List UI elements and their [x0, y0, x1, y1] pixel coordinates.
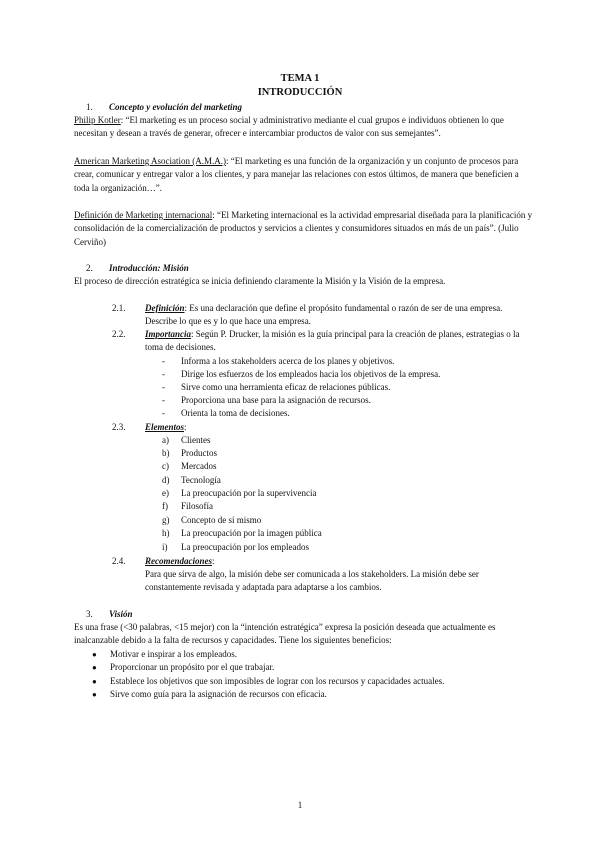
intl-label: Definición de Marketing internacional: [74, 210, 213, 220]
subsection-2-3: [145, 421, 525, 434]
recomendaciones-colon: :: [212, 556, 215, 566]
elemento-item: La preocupación por la imagen pública: [181, 528, 322, 538]
subsection-2-2: [145, 328, 525, 355]
kotler-definition: [74, 114, 534, 141]
bullet-marker: ●: [92, 690, 97, 699]
ama-label: American Marketing Asociation (A.M.A.): [74, 156, 226, 166]
elemento-item: Clientes: [181, 435, 211, 445]
subsection-2-4-number: 2.4.: [112, 556, 126, 566]
list-letter: b): [162, 448, 170, 458]
recomendaciones-label: Recomendaciones: [145, 556, 212, 566]
section-1-number: 1.: [86, 102, 93, 112]
intl-text: : “El Marketing internacional es la actividad empresarial diseñada para la planificación y consolidación de la comercialización de productos y servicios a clientes y consumidores situados en más de un país”. (Julio Cerviño): [74, 210, 533, 247]
kotler-text: : “El marketing es un proceso social y administrativo mediante el cual grupos e individuos obtienen lo que necesitan y desean a través de generar, ofrecer e intercambiar productos de valor con sus semejantes”.: [74, 115, 504, 139]
subsection-2-4: [145, 555, 525, 568]
page-title: TEMA 1: [280, 73, 320, 84]
elemento-item: Tecnología: [181, 475, 221, 485]
list-letter: f): [162, 501, 168, 511]
list-letter: a): [162, 435, 169, 445]
page-number: 1: [297, 800, 303, 810]
importancia-item: Orienta la toma de decisiones.: [181, 408, 290, 418]
dash-marker: -: [162, 395, 165, 405]
importancia-item: Sirve como una herramienta eficaz de relaciones públicas.: [181, 382, 391, 392]
vision-benefit: Sirve como guía para la asignación de recursos con eficacia.: [110, 689, 327, 699]
dash-marker: -: [162, 408, 165, 418]
elemento-item: Productos: [181, 448, 217, 458]
list-letter: e): [162, 488, 169, 498]
vision-benefit: Motivar e inspirar a los empleados.: [110, 649, 237, 659]
elemento-item: Filosofía: [181, 501, 214, 511]
importancia-text: : Según P. Drucker, la misión es la guía principal para la creación de planes, estrategias o la toma de decisiones.: [145, 329, 520, 353]
elemento-item: Mercados: [181, 461, 217, 471]
section-3-number: 3.: [86, 609, 93, 619]
definicion-text: : Es una declaración que define el propósito fundamental o razón de ser de una empresa. Describe lo que es y lo que hace una empresa.: [145, 303, 503, 327]
subsection-2-1: [145, 302, 525, 329]
section-2-heading: Introducción: Misión: [109, 263, 189, 273]
section-3-intro: Es una frase (<30 palabras, <15 mejor) con la “intención estratégica” expresa la posición deseada que actualmente es inalcanzable debido a la falta de recursos y capacidades. Tiene los siguientes beneficios:: [74, 622, 496, 646]
bullet-marker: ●: [92, 663, 97, 672]
bullet-marker: ●: [92, 650, 97, 659]
elementos-label: Elementos: [145, 422, 185, 432]
kotler-label: Philip Kotler: [74, 115, 121, 125]
section-2-number: 2.: [86, 263, 93, 273]
list-letter: g): [162, 515, 170, 525]
ama-definition: [74, 155, 534, 195]
intl-definition: [74, 209, 534, 249]
section-3-heading: Visión: [109, 609, 133, 619]
importancia-item: Proporciona una base para la asignación de recursos.: [181, 395, 371, 405]
importancia-item: Informa a los stakeholders acerca de los planes y objetivos.: [181, 356, 395, 366]
list-letter: i): [162, 542, 168, 552]
dash-marker: -: [162, 369, 165, 379]
importancia-item: Dirige los esfuerzos de los empleados hacia los objetivos de la empresa.: [181, 369, 441, 379]
list-letter: d): [162, 475, 170, 485]
section-1-heading: Concepto y evolución del marketing: [109, 102, 242, 112]
page-subtitle: INTRODUCCIÓN: [257, 87, 343, 98]
ama-text: : “El marketing es una función de la organización y un conjunto de procesos para crear, comunicar y entregar valor a los clientes, y para manejar las relaciones con estos últimos, de manera que beneficien a toda la organización…”.: [74, 156, 519, 193]
section-2-intro: El proceso de dirección estratégica se inicia definiendo claramente la Misión y la Visión de la empresa.: [74, 276, 446, 286]
recomendaciones-text: Para que sirva de algo, la misión debe ser comunicada a los stakeholders. La misión debe ser constantemente revisada y adaptada para adaptarse a los cambios.: [145, 569, 479, 593]
subsection-2-1-number: 2.1.: [112, 303, 126, 313]
elementos-colon: :: [184, 422, 187, 432]
elemento-item: La preocupación por la supervivencia: [181, 488, 317, 498]
subsection-2-3-number: 2.3.: [112, 422, 126, 432]
definicion-label: Definición: [145, 303, 185, 313]
list-letter: c): [162, 461, 169, 471]
bullet-marker: ●: [92, 677, 97, 686]
dash-marker: -: [162, 382, 165, 392]
elemento-item: La preocupación por los empleados: [181, 542, 309, 552]
vision-benefit: Proporcionar un propósito por el que trabajar.: [110, 662, 275, 672]
vision-benefit: Establece los objetivos que son imposibles de lograr con los recursos y capacidades actuales.: [110, 676, 445, 686]
importancia-label: Importancia: [145, 329, 192, 339]
dash-marker: -: [162, 356, 165, 366]
subsection-2-2-number: 2.2.: [112, 329, 126, 339]
list-letter: h): [162, 528, 170, 538]
elemento-item: Concepto de sí mismo: [181, 515, 262, 525]
